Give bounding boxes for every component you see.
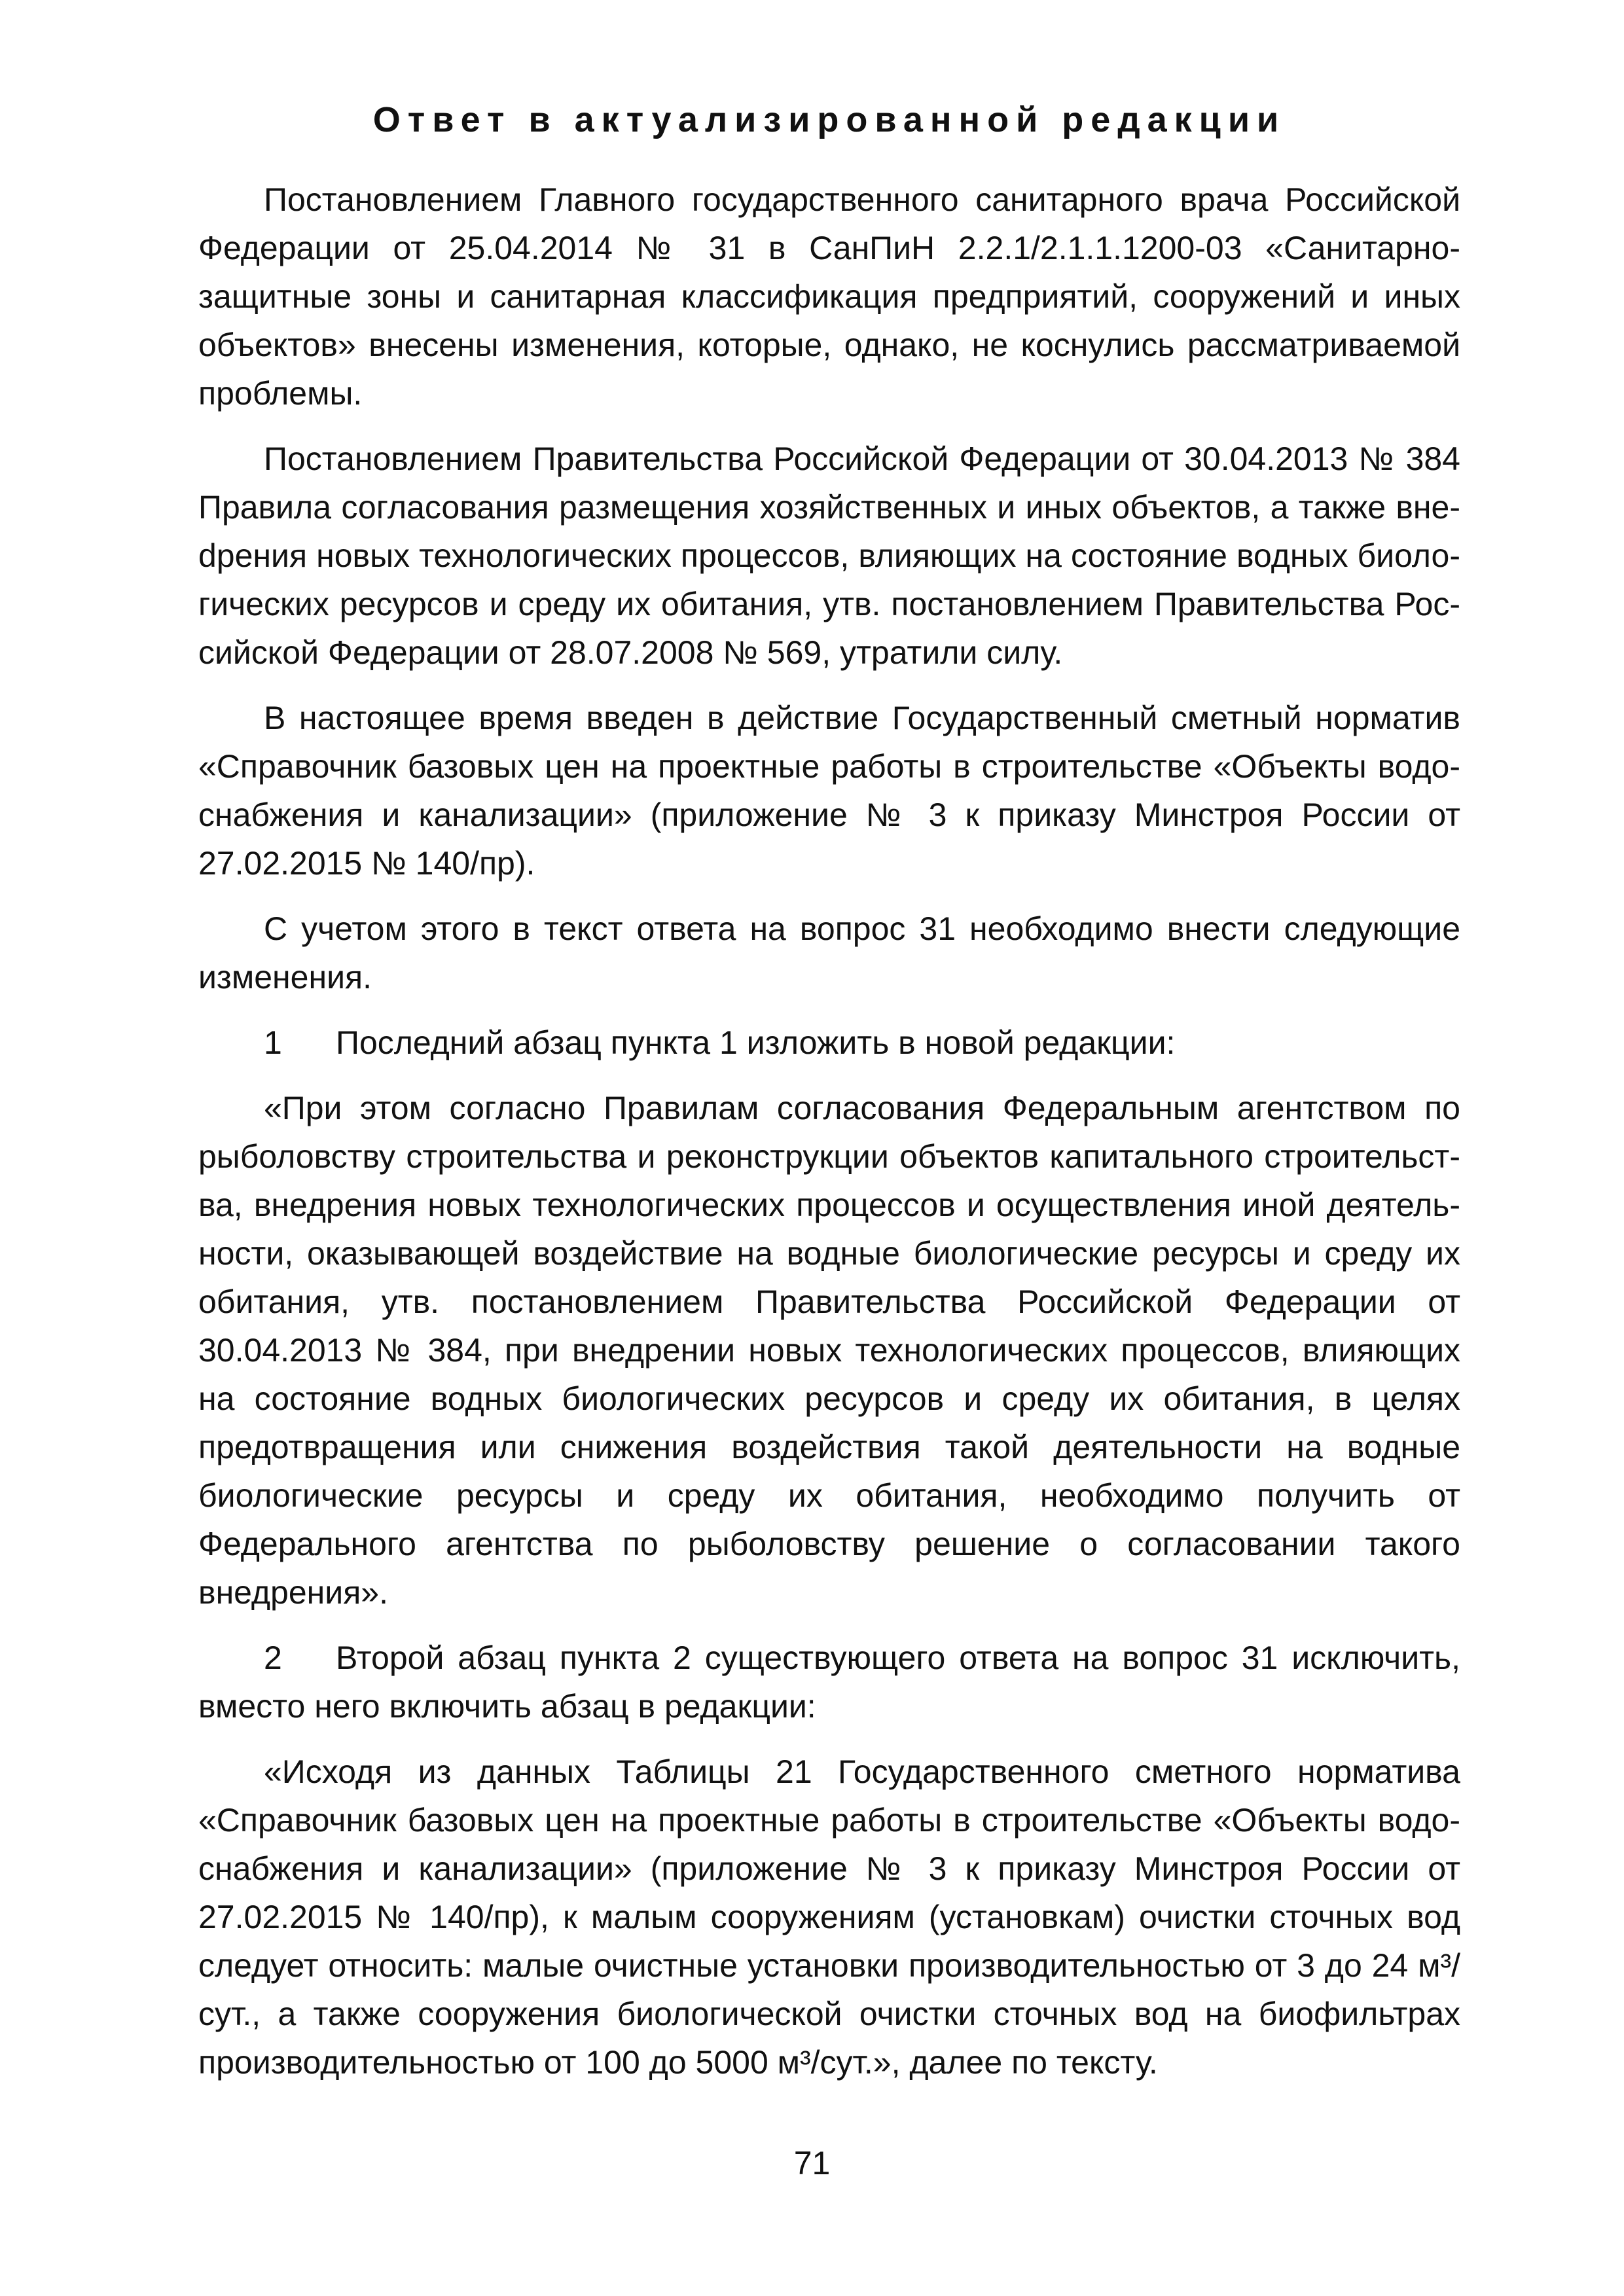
list-item-number: 2 (264, 1640, 282, 1676)
paragraph-government-decree: Постановлением Правительства Российской Федерации от 30.04.2013 № 384 Правила согласования размещения хозяйственных и иных объектов, а также внеdрения новых технологических процессов, влияющих на состояние водных биологических ресурсов и среду их обитания, утв. постановлением Правительства Российской Федерации от 28.07.2008 № 569, утратили силу. (198, 440, 1460, 671)
page-heading: Ответ в актуализированной редакции (372, 100, 1286, 139)
quote-paragraph-1: «При этом согласно Правилам согласования Федеральным агентством по рыболовству строительства и реконструкции объектов капитального строительства, внедрения новых технологических процессов и осуществления иной деятельности, оказывающей воздействие на водные биологические ресурсы и среду их обитания, утв. постановлением Правительства Российской Федерации от 30.04.2013 № 384, при внедрении новых технологических процессов, влияющих на состояние водных биологических ресурсов и среду их обитания, в целях предотвращения или снижения воздействия такой деятельности на водные биологические ресурсы и среду их обитания, необходимо получить от Федерального агентства по рыболовству решение о согласовании такого внедрения». (198, 1090, 1460, 1611)
list-item-text: Второй абзац пункта 2 существующего ответа на вопрос 31 исключить, вместо него включить абзац в редакции: (198, 1640, 1460, 1725)
quote-paragraph-2: «Исходя из данных Таблицы 21 Государственного сметного норматива «Справочник базовых цен на проектные работы в строительстве «Объекты водоснабжения и канализации» (приложение № 3 к приказу Минстроя России от 27.02.2015 № 140/пр), к малым сооружениям (установкам) очистки сточных вод следует относить: малые очистные установки производительностью от 3 до 24 м³/сут., а также сооружения биологической очистки сточных вод на биофильтрах производительностью от 100 до 5000 м³/сут.», далее по тексту. (198, 1753, 1460, 2081)
paragraph-sanpin: Постановлением Главного государственного санитарного врача Российской Федерации от 25.04.2014 № 31 в СанПиН 2.2.1/2.1.1.1200-03 «Санитарно-защитные зоны и санитарная классификация предприятий, сооружений и иных объектов» внесены изменения, которые, однако, не коснулись рассматриваемой проблемы. (198, 181, 1460, 412)
paragraph-changes-intro: С учетом этого в текст ответа на вопрос 31 необходимо внести следующие изменения. (198, 910, 1460, 996)
list-item-1 (198, 1018, 1460, 1067)
list-item-text: Последний абзац пункта 1 изложить в новой редакции: (336, 1024, 1176, 1061)
page-number: 71 (793, 2145, 831, 2181)
paragraph-estimate-norm: В настоящее время введен в действие Государственный сметный норматив «Справочник базовых цен на проектные работы в строительстве «Объекты водоснабжения и канализации» (приложение № 3 к приказу Минстроя России от 27.02.2015 № 140/пр). (198, 700, 1460, 882)
page-content (198, 98, 1460, 2104)
list-item-number: 1 (264, 1024, 282, 1061)
list-item-2 (198, 1634, 1460, 1731)
